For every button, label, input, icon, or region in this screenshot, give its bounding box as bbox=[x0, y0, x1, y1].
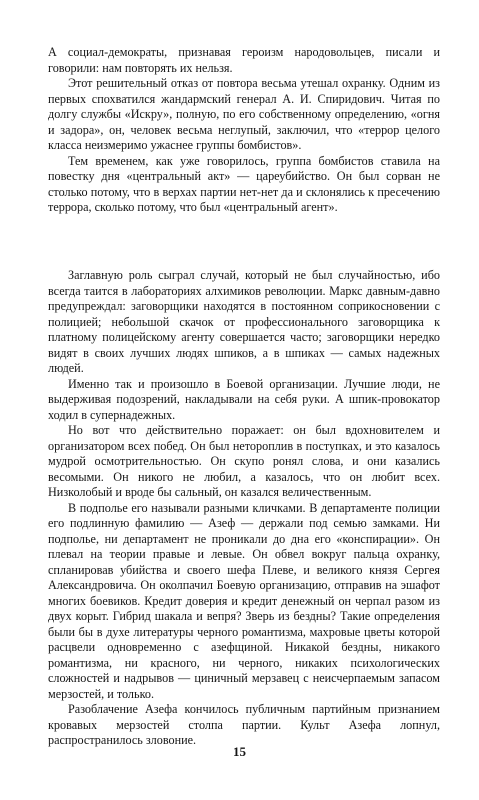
paragraph: Этот решительный отказ от повтора весьма утешал охранку. Одним из первых спохватился жандармский генерал А. И. Спиридович. Читая по долгу службы «Искру», полную, по его собственному определению, «огня и задора», он, человек весьма неглупый, заключил, что «террор целого класса неизмеримо ужаснее группы бомбистов». bbox=[48, 76, 440, 152]
paragraph: Разоблачение Азефа кончилось публичным партийным признанием кровавых мерзостей столпа партии. Культ Азефа лопнул, распространилось зловоние. bbox=[48, 702, 440, 747]
page-number: 15 bbox=[233, 744, 246, 759]
paragraph: Тем временем, как уже говорилось, группа бомбистов ставила на повестку дня «центральный акт» — цареубийство. Он был сорван не столько потому, что в верхах партии нет-нет да и склонялись к пресечению террора, сколько потому, что был «центральный агент». bbox=[48, 153, 440, 214]
paragraph: Заглавную роль сыграл случай, который не был случайностью, ибо всегда таится в лабораториях алхимиков революции. Маркс давным-давно предупреждал: заговорщики находятся в постоянном соприкосновении с полицией; небольшой скачок от профессионального заговорщика к платному полицейскому агенту совершается часто; заговорщики нередко видят в своих лучших людях шпиков, а в шпиках — самых надежных людей. bbox=[48, 268, 440, 375]
paragraph: Именно так и произошло в Боевой организации. Лучшие люди, не выдерживая подозрений, накладывали на себя руки. А шпик-провокатор ходил в супернадежных. bbox=[48, 376, 440, 422]
text-block-top bbox=[48, 45, 440, 216]
text-block-main bbox=[48, 268, 440, 749]
paragraph: А социал-демократы, признавая героизм народовольцев, писали и говорили: нам повторять их нельзя. bbox=[48, 45, 440, 75]
paragraph: Но вот что действительно поражает: он был вдохновителем и организатором всех побед. Он был нетороплив в поступках, и это казалось мудрой осмотрительностью. Он скупо ронял слова, и они казались весомыми. Он никого не любил, а казалось, что он любит всех. Низколобый и вроде бы сальный, он казался величественным. bbox=[48, 423, 440, 499]
paragraph: В подполье его называли разными кличками. В департаменте полиции его подлинную фамилию — Азеф — держали под семью замками. Ни подполье, ни департамент не проникали до дна его «конспирации». Он плевал на теории правые и левые. Он обвел вокруг пальца охранку, спланировав убийства и своего шефа Плеве, и великого князя Сергея Александровича. Он околпачил Боевую организацию, отправив на эшафот многих боевиков. Кредит доверия и кредит денежный он черпал разом из двух корыт. Гибрид шакала и вепря? Зверь из бездны? Такие определения были бы в духе литературы черного романтизма, махровые цветы которой расцвели одновременно с азефщиной. Никакой бездны, никакого романтизма, ни красного, ни черного, никаких психологических сложностей и надрывов — циничный мерзавец с неисчерпаемым запасом мерзостей, и только. bbox=[48, 500, 440, 701]
